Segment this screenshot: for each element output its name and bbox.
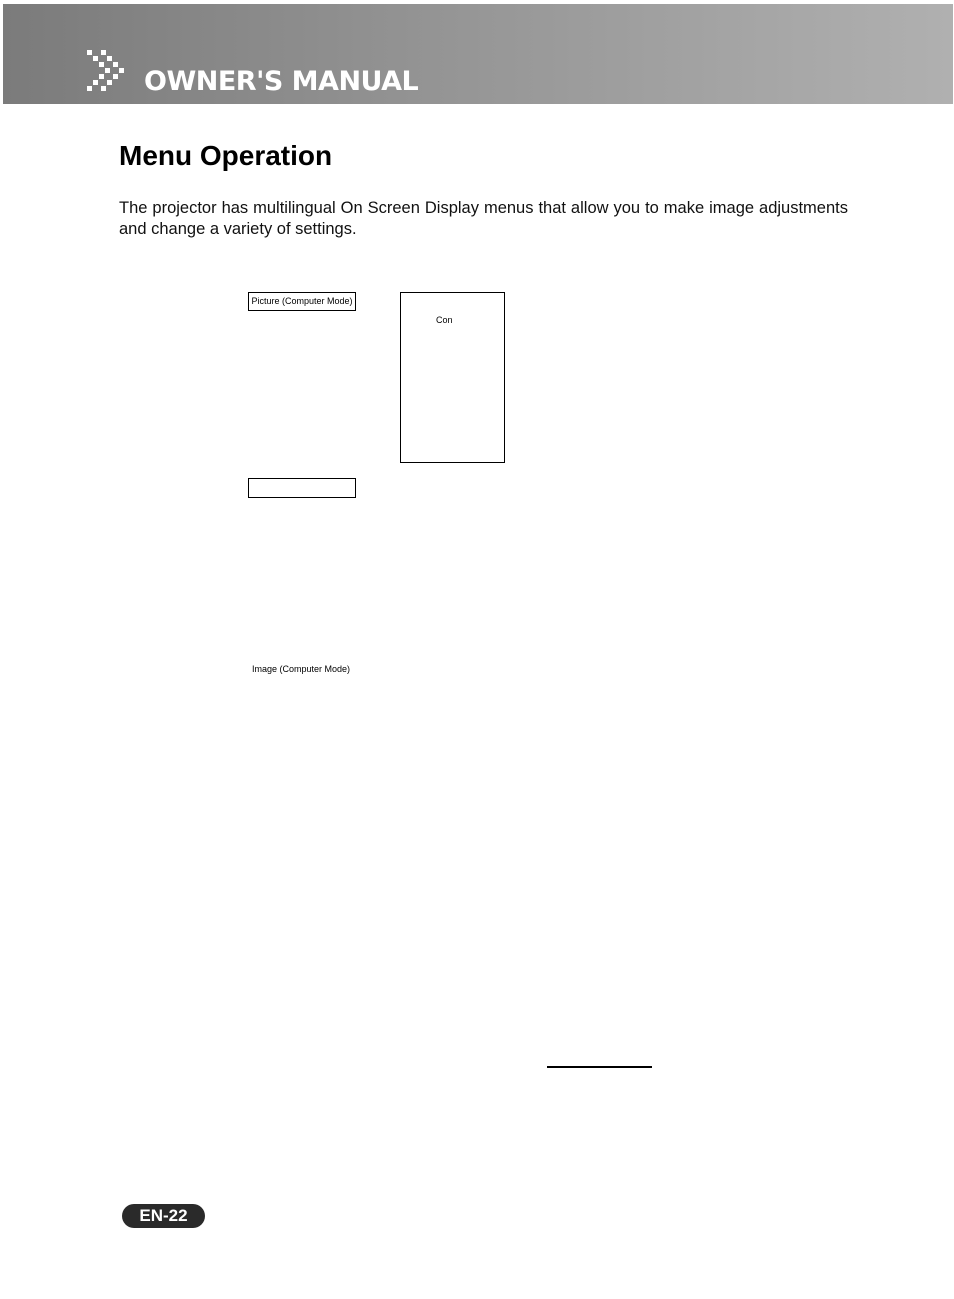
page-number-badge: EN-22 [122,1204,205,1228]
picture-menu-tab: Picture (Computer Mode) [248,292,356,311]
page-title: Menu Operation [119,140,333,171]
header-bar [3,4,953,104]
intro-paragraph: The projector has multilingual On Screen Display menus that allow you to make image adjustments and change a variety of settings. [119,199,848,238]
empty-menu-tab [248,478,356,498]
double-chevron-pixel-icon [87,50,131,94]
image-menu-label: Image (Computer Mode) [252,664,351,674]
divider-line [547,1066,652,1068]
submenu-panel [400,292,505,463]
submenu-item-label: Con [436,315,453,325]
manual-title: OWNER'S MANUAL [144,66,419,97]
